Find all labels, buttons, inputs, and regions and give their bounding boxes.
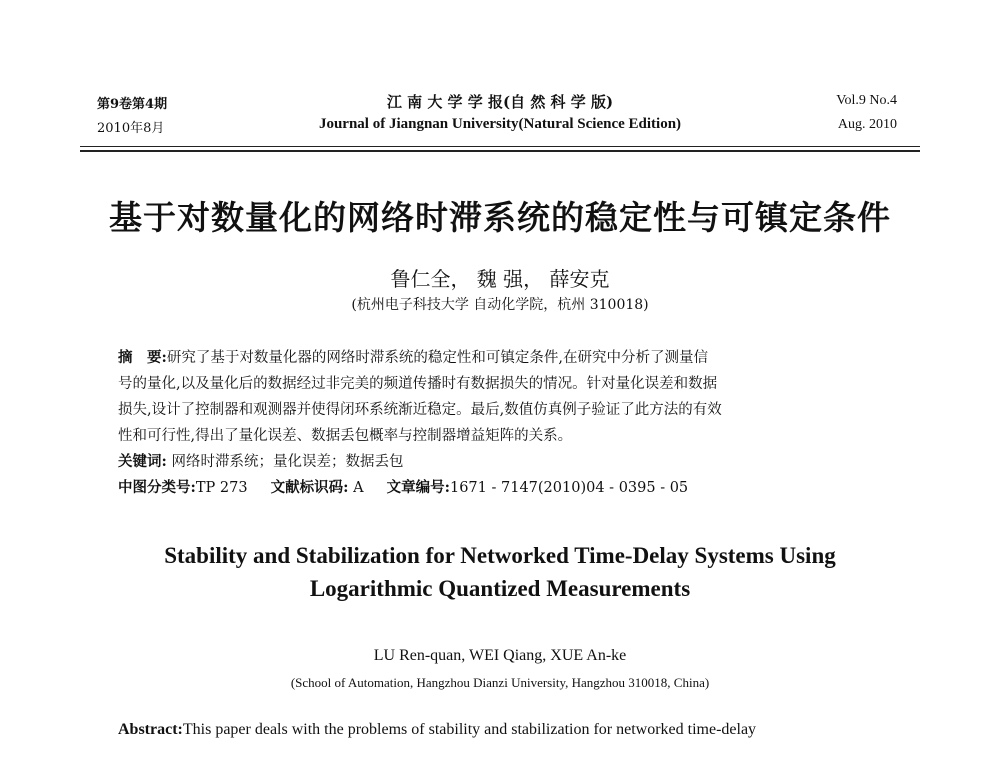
classification-line: [118, 475, 688, 501]
abstract-cn-line-3: 损失,设计了控制器和观测器并使得闭环系统渐近稳定。最后,数值仿真例子验证了此方法的有效: [118, 402, 722, 418]
abstract-en-label: Abstract:: [118, 721, 183, 738]
journal-cn: 江 南 大 学 学 报(自 然 科 学 版): [386, 93, 614, 111]
article-no-value: 1671 - 7147(2010)04 - 0395 - 05: [449, 480, 689, 496]
keywords-cn: [118, 449, 403, 475]
affiliation-cn: (杭州电子科技大学 自动化学院，杭州 310018): [351, 297, 649, 313]
authors-cn: 鲁仁全， 魏 强， 薛安克: [390, 267, 610, 291]
title-cn: 基于对数量化的网络时滞系统的稳定性与可镇定条件: [109, 198, 891, 237]
abstract-cn-line-1: [118, 345, 708, 371]
abstract-en-text: This paper deals with the problems of stability and stabilization for networked time-delay: [182, 721, 757, 738]
title-en-line-1: Stability and Stabilization for Networked Time-Delay Systems Using: [164, 543, 836, 568]
affiliation-en: (School of Automation, Hangzhou Dianzi University, Hangzhou 310018, China): [290, 675, 710, 690]
journal-en: Journal of Jiangnan University(Natural Science Edition): [318, 116, 682, 132]
abstract-cn-text: 研究了基于对数量化器的网络时滞系统的稳定性和可镇定条件,在研究中分析了测量信: [166, 350, 708, 366]
abstract-cn-label: 摘 要:: [118, 349, 167, 366]
abstract-en: [118, 721, 756, 739]
volume-en: Vol.9 No.4: [836, 93, 897, 108]
keywords-value: 网络时滞系统；量化误差；数据丢包: [171, 454, 404, 470]
date-cn: 2010年8月: [97, 121, 165, 136]
abstract-cn-line-2: 号的量化,以及量化后的数据经过非完美的频道传播时有数据损失的情况。针对量化误差和数据: [118, 376, 718, 392]
date-en: Aug. 2010: [837, 117, 897, 132]
title-en-line-2: Logarithmic Quantized Measurements: [309, 576, 691, 601]
header-rule-thick: [80, 150, 920, 152]
doc-code-label: 文献标识码:: [270, 479, 349, 496]
volume-cn: 第9卷第4期: [97, 97, 168, 112]
clc-label: 中图分类号:: [118, 479, 196, 496]
abstract-cn-line-4: 性和可行性,得出了量化误差、数据丢包概率与控制器增益矩阵的关系。: [118, 428, 573, 444]
article-no-label: 文章编号:: [386, 479, 450, 496]
keywords-label: 关键词:: [118, 453, 167, 470]
header-rule-thin: [80, 146, 920, 147]
clc-value: TP 273: [195, 480, 248, 496]
doc-code-value: A: [353, 480, 364, 496]
authors-en: LU Ren-quan, WEI Qiang, XUE An-ke: [373, 647, 627, 664]
